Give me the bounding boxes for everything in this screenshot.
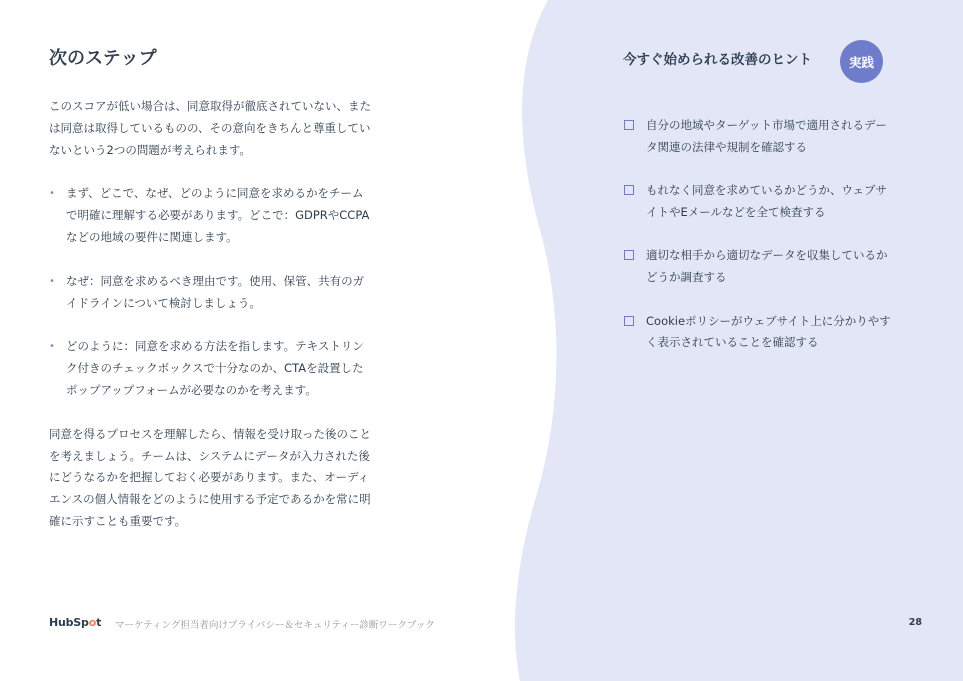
checklist-item xyxy=(623,180,893,224)
checklist-text: 自分の地域やターゲット市場で適用されるデータ関連の法律や規制を確認する xyxy=(646,118,888,154)
bullet-dot-icon: • xyxy=(49,188,55,200)
bullet-text: どのように：同意を求める方法を指します。テキストリンク付きのチェックボックスで十分なのか、CTAを設置したポップアップフォームが必要なのかを考えます。 xyxy=(66,339,364,397)
bullet-dot-icon: • xyxy=(49,341,55,353)
checklist-item xyxy=(623,311,893,355)
bullet-item xyxy=(49,271,371,315)
checklist-text: もれなく同意を求めているかどうか、ウェブサイトやEメールなどを全て検査する xyxy=(646,183,888,219)
logo-sprocket-o: o xyxy=(88,616,97,629)
page-number: 28 xyxy=(908,617,922,628)
hints-title: 今すぐ始められる改善のヒント xyxy=(623,52,812,68)
checklist-text: Cookieポリシーがウェブサイト上に分かりやすく表示されていることを確認する xyxy=(646,313,891,350)
bullet-item xyxy=(49,336,371,401)
bullet-item xyxy=(49,183,371,248)
bullet-text: まず、どこで、なぜ、どのように同意を求めるかをチームで明確に理解する必要があります。どこで：GDPRやCCPAなどの地域の要件に関連します。 xyxy=(66,186,370,244)
logo-text-start: HubSp xyxy=(49,616,89,629)
left-column xyxy=(49,44,371,533)
checkbox-icon xyxy=(624,120,634,130)
bullet-list xyxy=(49,183,371,401)
checkbox-icon xyxy=(624,316,634,326)
checkbox-icon xyxy=(624,185,634,195)
checklist-item xyxy=(623,115,893,159)
logo-text-end: t xyxy=(96,616,102,629)
checklist-item xyxy=(623,245,893,289)
workbook-title: マーケティング担当者向けプライバシー＆セキュリティー診断ワークブック xyxy=(115,620,435,631)
practice-badge: 実践 xyxy=(840,40,883,83)
checkbox-icon xyxy=(624,250,634,260)
outro-paragraph: 同意を得るプロセスを理解したら、情報を受け取った後のことを考えましょう。チームは、システムにデータが入力された後にどうなるかを把握しておく必要があります。また、オーディエンスの個人情報をどのように使用する予定であるかを常に明確に示すことも重要です。 xyxy=(49,426,371,528)
intro-paragraph: このスコアが低い場合は、同意取得が徹底されていない、または同意は取得しているものの、その意向をきちんと尊重していないという2つの問題が考えられます。 xyxy=(49,99,371,157)
page-title: 次のステップ xyxy=(49,48,157,69)
hubspot-logo xyxy=(49,616,101,629)
bullet-dot-icon: • xyxy=(49,275,55,287)
bullet-text: なぜ：同意を求めるべき理由です。使用、保管、共有のガイドラインについて検討しましょう。 xyxy=(66,273,365,310)
checklist xyxy=(623,115,893,376)
page-footer xyxy=(49,616,924,632)
checklist-text: 適切な相手から適切なデータを収集しているかどうか調査する xyxy=(646,248,888,285)
